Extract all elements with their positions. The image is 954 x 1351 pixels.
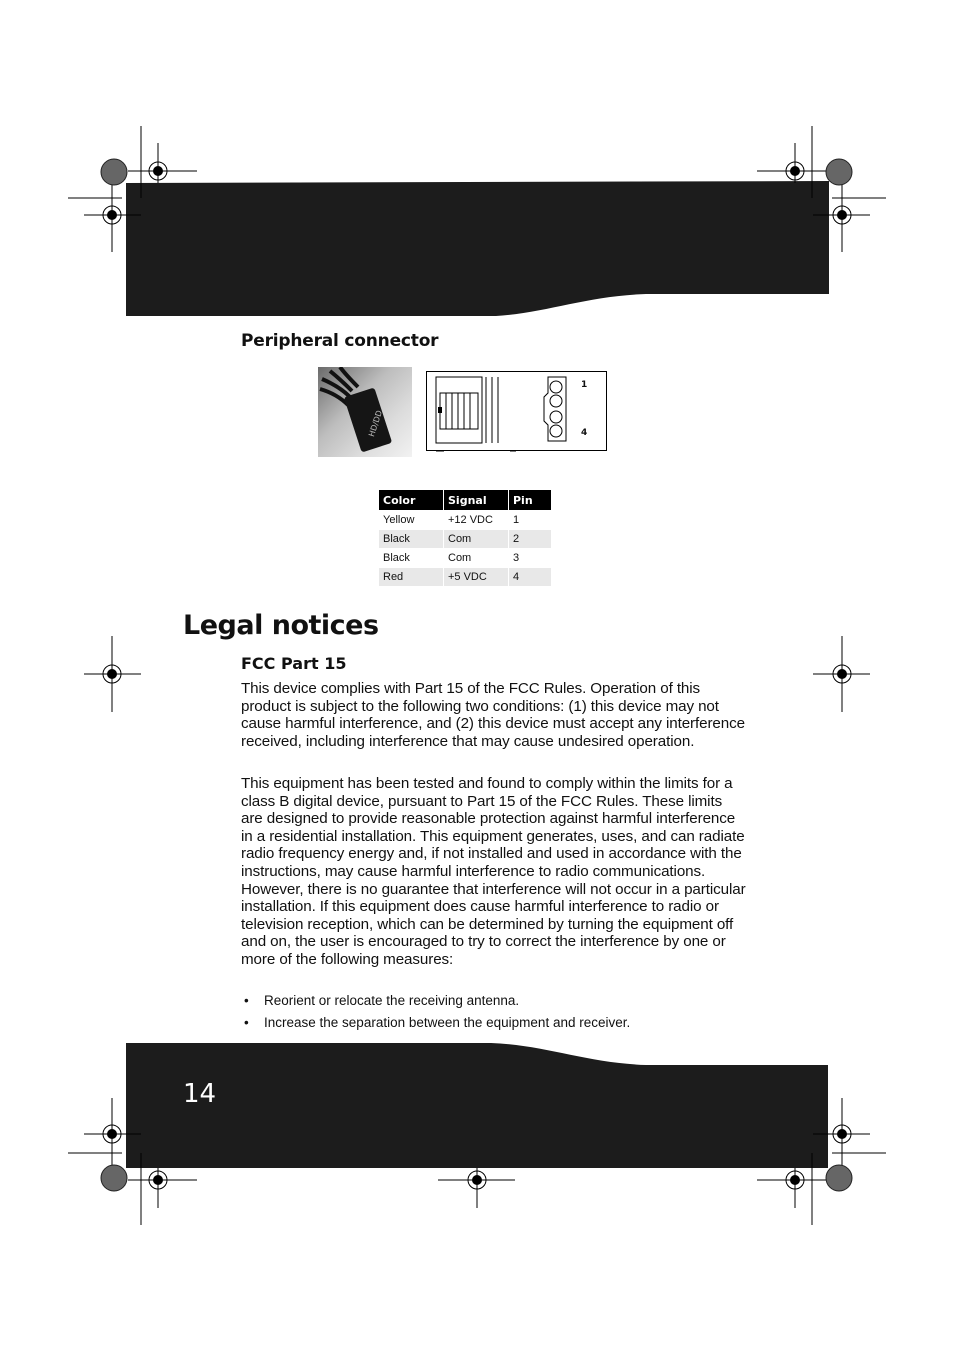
list-item bbox=[244, 1014, 630, 1036]
table-cell: Black bbox=[379, 530, 443, 548]
page-title: Legal notices bbox=[183, 610, 379, 641]
pin-table bbox=[378, 489, 552, 587]
list-item-text: Increase the separation between the equipment and receiver. bbox=[264, 1015, 631, 1030]
section-heading: Peripheral connector bbox=[241, 331, 439, 351]
connector-plug-icon bbox=[318, 367, 412, 457]
table-cell: +12 VDC bbox=[448, 514, 493, 526]
column-header: Color bbox=[379, 490, 443, 510]
table-cell: 2 bbox=[509, 530, 551, 548]
paragraph: This device complies with Part 15 of the FCC Rules. Operation of this product is subject to the following two conditions: (1) this device may not cause harmful interference, and (2) this device must accept any interference received, including interference that may cause undesired operation. bbox=[241, 680, 745, 750]
pin-label-1: 1 bbox=[581, 380, 588, 390]
table-cell: 3 bbox=[513, 552, 520, 564]
page-number: 14 bbox=[183, 1079, 217, 1109]
table-cell: Red bbox=[379, 568, 443, 586]
list-item-text: Reorient or relocate the receiving antenna. bbox=[264, 993, 520, 1008]
connector-photo bbox=[318, 367, 412, 457]
column-header: Pin bbox=[509, 490, 551, 510]
table-cell: Black bbox=[383, 552, 410, 564]
table-cell: Yellow bbox=[383, 514, 415, 526]
table-row bbox=[379, 568, 551, 586]
bullet-icon: • bbox=[244, 1015, 249, 1030]
table-cell: Com bbox=[448, 552, 472, 564]
subsection-heading: FCC Part 15 bbox=[241, 654, 347, 673]
list-item bbox=[244, 992, 630, 1014]
connector-diagram bbox=[426, 371, 607, 452]
table-cell: +5 VDC bbox=[444, 568, 508, 586]
table-cell: Com bbox=[444, 530, 508, 548]
table-row bbox=[379, 511, 551, 529]
table-cell: 4 bbox=[509, 568, 551, 586]
table-header-row bbox=[379, 490, 551, 510]
bullet-icon: • bbox=[244, 993, 249, 1008]
bullet-list bbox=[244, 992, 630, 1036]
table-cell: 1 bbox=[513, 514, 520, 526]
connector-photo-label: HD/DD bbox=[367, 409, 385, 438]
paragraph: This equipment has been tested and found to comply within the limits for a class B digital device, pursuant to Part 15 of the FCC Rules. These limits are designed to provide reasonable protection against harmful interference in a residential installation. This equipment generates, uses, and can radiate radio frequency energy and, if not installed and used in accordance with the instructions, may cause harmful interference to radio communications. However, there is no guarantee that interference will not occur in a particular installation. If this equipment does cause harmful interference to radio or television reception, which can be determined by turning the equipment off and on, the user is encouraged to try to correct the interference by one or more of the following measures: bbox=[241, 775, 746, 968]
table-row bbox=[379, 549, 551, 567]
pin-label-4: 4 bbox=[581, 428, 588, 438]
table-row bbox=[379, 530, 551, 548]
column-header: Signal bbox=[444, 490, 508, 510]
